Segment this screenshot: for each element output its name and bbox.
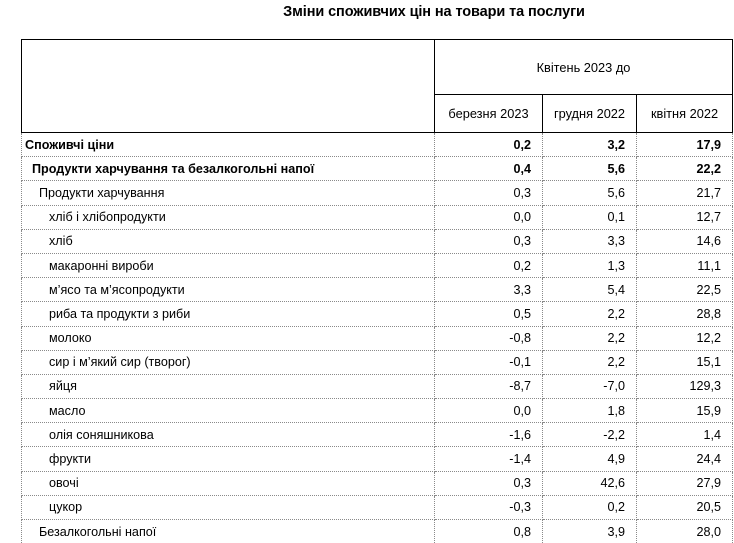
row-value-col3: 17,9 <box>637 133 733 157</box>
row-value-col3: 28,0 <box>637 520 733 543</box>
row-label: масло <box>22 399 435 423</box>
row-value-col1: 3,3 <box>435 278 543 302</box>
row-label: молоко <box>22 326 435 350</box>
row-value-col3: 15,1 <box>637 350 733 374</box>
row-value-col3: 20,5 <box>637 495 733 519</box>
row-value-col2: 3,9 <box>543 520 637 543</box>
header-corner-cell <box>22 40 435 133</box>
table-row <box>22 278 733 302</box>
row-value-col3: 129,3 <box>637 374 733 398</box>
row-value-col3: 1,4 <box>637 423 733 447</box>
row-label: хліб і хлібопродукти <box>22 205 435 229</box>
row-label: Продукти харчування та безалкогольні напої <box>22 157 435 181</box>
row-value-col1: -0,1 <box>435 350 543 374</box>
table-row <box>22 495 733 519</box>
row-value-col3: 15,9 <box>637 399 733 423</box>
row-label: м’ясо та м’ясопродукти <box>22 278 435 302</box>
table-row <box>22 350 733 374</box>
consumer-price-index-table <box>21 39 733 543</box>
row-value-col3: 22,5 <box>637 278 733 302</box>
header-col-december-2022: грудня 2022 <box>543 95 637 133</box>
row-value-col2: 2,2 <box>543 350 637 374</box>
row-value-col2: 0,2 <box>543 495 637 519</box>
table-row <box>22 399 733 423</box>
row-value-col3: 14,6 <box>637 229 733 253</box>
table-row <box>22 520 733 543</box>
table-row <box>22 133 733 157</box>
row-label: фрукти <box>22 447 435 471</box>
row-value-col1: -1,4 <box>435 447 543 471</box>
row-label: сир і м’який сир (творог) <box>22 350 435 374</box>
table-row <box>22 229 733 253</box>
row-value-col3: 12,2 <box>637 326 733 350</box>
row-label: макаронні вироби <box>22 253 435 277</box>
table-row <box>22 157 733 181</box>
table-row <box>22 253 733 277</box>
row-label: цукор <box>22 495 435 519</box>
row-value-col2: 1,3 <box>543 253 637 277</box>
table-row <box>22 205 733 229</box>
page-title: Зміни споживчих цін на товари та послуги <box>0 2 734 22</box>
header-period-group: Квітень 2023 до <box>435 40 733 95</box>
row-value-col2: 5,6 <box>543 181 637 205</box>
row-value-col2: -2,2 <box>543 423 637 447</box>
row-label: Споживчі ціни <box>22 133 435 157</box>
row-value-col2: 3,3 <box>543 229 637 253</box>
table-row <box>22 302 733 326</box>
row-value-col1: 0,5 <box>435 302 543 326</box>
cpi-table-container <box>21 39 732 543</box>
row-value-col3: 24,4 <box>637 447 733 471</box>
row-value-col1: -1,6 <box>435 423 543 447</box>
row-label: олія соняшникова <box>22 423 435 447</box>
table-row <box>22 447 733 471</box>
header-row-group <box>22 40 733 95</box>
row-label: Продукти харчування <box>22 181 435 205</box>
row-value-col3: 22,2 <box>637 157 733 181</box>
header-col-april-2022: квітня 2022 <box>637 95 733 133</box>
table-row <box>22 471 733 495</box>
row-value-col2: 1,8 <box>543 399 637 423</box>
row-value-col3: 28,8 <box>637 302 733 326</box>
row-value-col3: 27,9 <box>637 471 733 495</box>
table-row <box>22 326 733 350</box>
table-row <box>22 423 733 447</box>
row-value-col1: 0,2 <box>435 253 543 277</box>
table-header <box>22 40 733 133</box>
row-label: овочі <box>22 471 435 495</box>
row-value-col2: 3,2 <box>543 133 637 157</box>
row-value-col1: 0,3 <box>435 471 543 495</box>
row-value-col1: -0,3 <box>435 495 543 519</box>
row-value-col1: 0,4 <box>435 157 543 181</box>
row-label: яйця <box>22 374 435 398</box>
row-value-col2: 5,4 <box>543 278 637 302</box>
row-value-col3: 12,7 <box>637 205 733 229</box>
row-value-col2: -7,0 <box>543 374 637 398</box>
row-value-col2: 2,2 <box>543 302 637 326</box>
header-col-march-2023: березня 2023 <box>435 95 543 133</box>
row-value-col3: 21,7 <box>637 181 733 205</box>
table-body <box>22 133 733 543</box>
row-value-col3: 11,1 <box>637 253 733 277</box>
row-value-col2: 2,2 <box>543 326 637 350</box>
row-value-col1: 0,3 <box>435 229 543 253</box>
row-label: Безалкогольні напої <box>22 520 435 543</box>
row-value-col2: 4,9 <box>543 447 637 471</box>
row-value-col1: 0,8 <box>435 520 543 543</box>
row-label: риба та продукти з риби <box>22 302 435 326</box>
row-value-col2: 0,1 <box>543 205 637 229</box>
row-label: хліб <box>22 229 435 253</box>
row-value-col1: -0,8 <box>435 326 543 350</box>
table-row <box>22 374 733 398</box>
row-value-col1: 0,0 <box>435 399 543 423</box>
row-value-col2: 42,6 <box>543 471 637 495</box>
row-value-col2: 5,6 <box>543 157 637 181</box>
row-value-col1: 0,0 <box>435 205 543 229</box>
table-row <box>22 181 733 205</box>
row-value-col1: -8,7 <box>435 374 543 398</box>
row-value-col1: 0,3 <box>435 181 543 205</box>
row-value-col1: 0,2 <box>435 133 543 157</box>
